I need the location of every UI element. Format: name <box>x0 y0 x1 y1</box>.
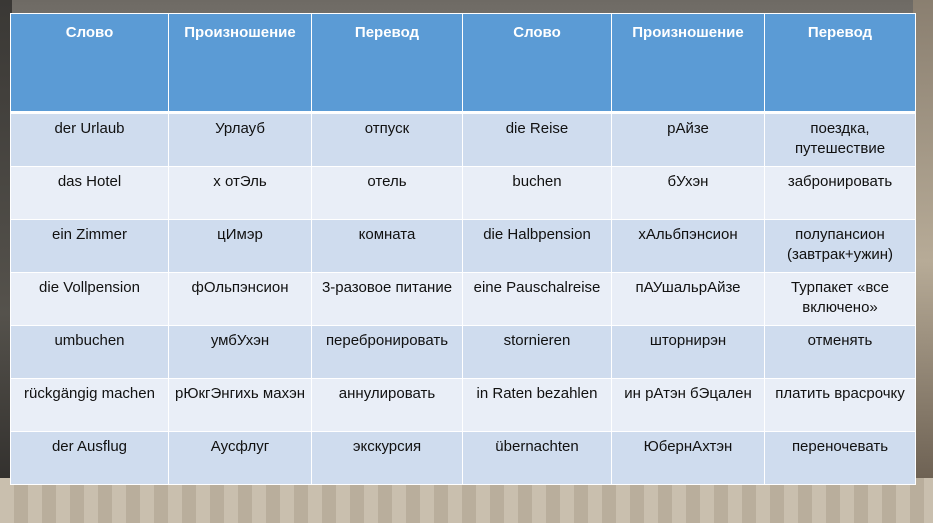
table-cell: der Ausflug <box>11 432 169 485</box>
table-cell: платить врасрочку <box>765 379 916 432</box>
table-cell: рАйзе <box>612 113 765 167</box>
column-header: Произношение <box>612 14 765 113</box>
table-row <box>11 326 916 379</box>
table-row <box>11 432 916 485</box>
table-cell: рЮкгЭнгихь махэн <box>169 379 312 432</box>
table-row <box>11 379 916 432</box>
table-cell: übernachten <box>463 432 612 485</box>
table-cell: ein Zimmer <box>11 220 169 273</box>
table-cell: х отЭль <box>169 167 312 220</box>
table-cell: die Vollpension <box>11 273 169 326</box>
table-cell: комната <box>312 220 463 273</box>
table-row <box>11 273 916 326</box>
table-cell: umbuchen <box>11 326 169 379</box>
table-cell: der Urlaub <box>11 113 169 167</box>
table-cell: die Reise <box>463 113 612 167</box>
table-cell: buchen <box>463 167 612 220</box>
table-cell: rückgängig machen <box>11 379 169 432</box>
column-header: Перевод <box>765 14 916 113</box>
table-cell: экскурсия <box>312 432 463 485</box>
table-row <box>11 113 916 167</box>
table-cell: аннулировать <box>312 379 463 432</box>
table-cell: Урлауб <box>169 113 312 167</box>
table-cell: фОльпэнсион <box>169 273 312 326</box>
table-cell: stornieren <box>463 326 612 379</box>
table-cell: бУхэн <box>612 167 765 220</box>
table-cell: поездка, путешествие <box>765 113 916 167</box>
table-cell: отель <box>312 167 463 220</box>
header-row <box>11 14 916 113</box>
table-row <box>11 220 916 273</box>
table-cell: цИмэр <box>169 220 312 273</box>
table-cell: полупансион (завтрак+ужин) <box>765 220 916 273</box>
column-header: Произношение <box>169 14 312 113</box>
table-cell: перебронировать <box>312 326 463 379</box>
table-cell: ин рАтэн бЭцален <box>612 379 765 432</box>
table-cell: eine Pauschalreise <box>463 273 612 326</box>
background-photo-right <box>913 0 933 523</box>
table-cell: переночевать <box>765 432 916 485</box>
table-cell: отменять <box>765 326 916 379</box>
column-header: Слово <box>11 14 169 113</box>
table-cell: ЮбернАхтэн <box>612 432 765 485</box>
vocabulary-table <box>10 13 916 485</box>
column-header: Перевод <box>312 14 463 113</box>
table-cell: умбУхэн <box>169 326 312 379</box>
column-header: Слово <box>463 14 612 113</box>
table-cell: 3-разовое питание <box>312 273 463 326</box>
table-cell: Турпакет «все включено» <box>765 273 916 326</box>
table-cell: забронировать <box>765 167 916 220</box>
table-cell: отпуск <box>312 113 463 167</box>
table-cell: Аусфлуг <box>169 432 312 485</box>
table-cell: пАУшальрАйзе <box>612 273 765 326</box>
table-cell: in Raten bezahlen <box>463 379 612 432</box>
table-row <box>11 167 916 220</box>
table-cell: шторнирэн <box>612 326 765 379</box>
table-cell: die Halbpension <box>463 220 612 273</box>
table-cell: das Hotel <box>11 167 169 220</box>
table-cell: хАльбпэнсион <box>612 220 765 273</box>
